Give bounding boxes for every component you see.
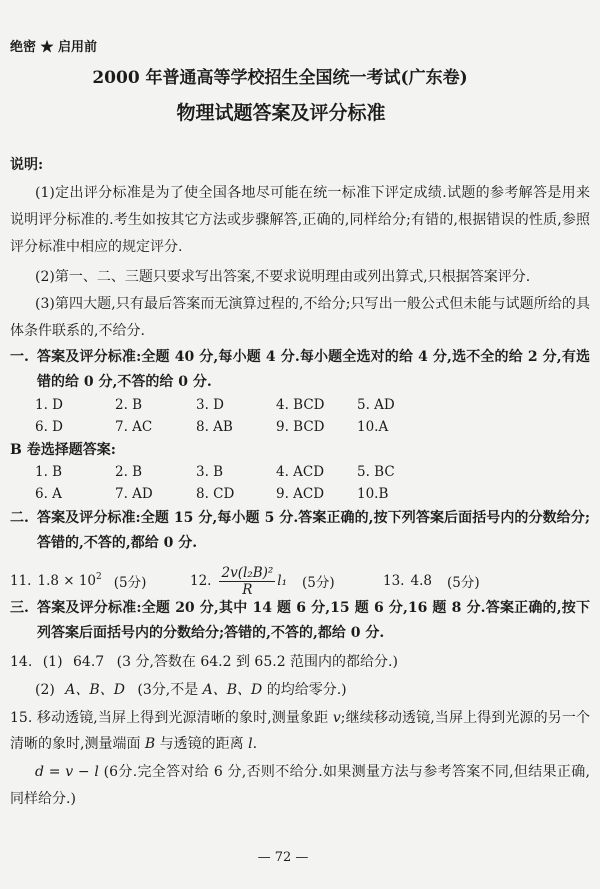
answers-a-row bbox=[0, 416, 600, 438]
formula: d = v − l bbox=[35, 764, 99, 780]
part3-heading-text: 答案及评分标准:全题 20 分,其中 14 题 6 分,15 题 6 分,16 题 8 分.答案正确的,按下列答案后面括号内的分数给分;答错的,不答的,都给 0 分. bbox=[37, 600, 590, 641]
part3-heading bbox=[10, 596, 590, 646]
note-item-3: (3)第四大题,只有最后答案而无演算过程的,不给分;只写出一般公式但未能与试题所给的具体条件联系的,不给分. bbox=[10, 296, 590, 339]
exam-title: 2000 年普通高等学校招生全国统一考试(广东卷) bbox=[92, 68, 468, 88]
classification-label: 绝密 ★ 启用前 bbox=[10, 40, 98, 55]
answer-item: 8. CD bbox=[196, 486, 235, 502]
question-15-formula bbox=[10, 759, 590, 813]
answer-exponent: 2 bbox=[96, 572, 102, 582]
sub-question-label: (1) bbox=[42, 654, 63, 670]
question-14-part2 bbox=[35, 677, 347, 703]
question-12 bbox=[190, 564, 335, 598]
sub-question-label: (2) bbox=[35, 682, 55, 698]
fraction-numerator: 2v(l₂B)² bbox=[221, 564, 274, 581]
answer-text: 与透镜的距离 bbox=[155, 736, 249, 752]
fraction-denominator: R bbox=[242, 581, 253, 598]
b-paper-heading: B 卷选择题答案: bbox=[10, 442, 116, 458]
question-number: 11. bbox=[10, 573, 32, 589]
score-note: (6分.完全答对给 6 分,否则不给分.如果测量方法与参考答案不同,但结果正确,同样给分.) bbox=[10, 764, 590, 807]
answer-item: 7. AD bbox=[115, 486, 153, 502]
answer-item: 6. A bbox=[35, 486, 62, 502]
answer-value: 4.8 bbox=[410, 573, 432, 589]
question-11 bbox=[10, 564, 146, 598]
question-number: 15. bbox=[10, 710, 37, 726]
answer-value: A、B、D bbox=[65, 682, 125, 698]
question-number: 13. bbox=[383, 573, 405, 589]
score-note-vars: A、B、D bbox=[202, 682, 263, 698]
score: (5分) bbox=[302, 575, 335, 591]
question-13 bbox=[383, 564, 480, 598]
answer-item: 9. ACD bbox=[276, 486, 325, 502]
answer-item: 4. ACD bbox=[276, 464, 325, 480]
score: (5分) bbox=[446, 575, 480, 591]
answer-value: 64.7 bbox=[73, 654, 105, 670]
answer-text: 移动透镜,当屏上得到光源清晰的象时,测量象距 bbox=[36, 710, 333, 726]
answer-item: 3. D bbox=[196, 397, 224, 413]
answer-item: 4. BCD bbox=[276, 397, 325, 413]
answers-a-row bbox=[0, 394, 600, 416]
answer-item: 6. D bbox=[35, 419, 63, 435]
score-note: (3 分,答数在 64.2 到 65.2 范围内的都给分.) bbox=[116, 654, 398, 670]
fraction bbox=[219, 565, 275, 598]
score-note-before: (3分,不是 bbox=[137, 682, 203, 698]
answer-item: 10.B bbox=[357, 486, 389, 502]
part1-heading-text: 答案及评分标准:全题 40 分,每小题 4 分.每小题全选对的给 4 分,选不全的给 2 分,有选错的给 0 分,不答的给 0 分. bbox=[37, 349, 590, 390]
answer-item: 2. B bbox=[115, 397, 143, 413]
variable-v: v bbox=[332, 710, 341, 726]
question-14-part1 bbox=[10, 649, 398, 675]
answer-item: 8. AB bbox=[196, 419, 233, 435]
question-number: 14. bbox=[10, 654, 33, 670]
answer-item: 10.A bbox=[357, 419, 389, 435]
answer-item: 5. BC bbox=[357, 464, 395, 480]
question-number: 12. bbox=[190, 573, 212, 589]
answer-text: . bbox=[252, 736, 258, 752]
fraction-factor: l₁ bbox=[277, 573, 288, 589]
part1-heading bbox=[10, 345, 590, 395]
answers-b-row bbox=[0, 461, 600, 483]
answer-item: 5. AD bbox=[357, 397, 395, 413]
answer-item: 3. B bbox=[196, 464, 224, 480]
part2-heading-text: 答案及评分标准:全题 15 分,每小题 5 分.答案正确的,按下列答案后面括号内的分数给分;答错的,不答的,都给 0 分. bbox=[37, 510, 590, 551]
answer-text: ;继续移动透镜,当屏上得到光源的另一个清晰的象时,测量端面 bbox=[10, 710, 591, 752]
document-subtitle: 物理试题答案及评分标准 bbox=[176, 102, 386, 124]
answer-item: 1. D bbox=[35, 397, 63, 413]
part2-heading bbox=[10, 506, 590, 556]
question-15-answer bbox=[10, 705, 590, 757]
page-number: — 72 — bbox=[257, 850, 309, 865]
score-note bbox=[137, 682, 346, 698]
answer-value bbox=[37, 573, 101, 589]
answer-mantissa: 1.8 × 10 bbox=[37, 573, 97, 589]
variable-l: l bbox=[248, 736, 253, 752]
variable-b: B bbox=[144, 736, 156, 752]
answer-item: 7. AC bbox=[115, 419, 153, 435]
notes-heading: 说明: bbox=[10, 157, 44, 173]
part2-number: 二. bbox=[10, 510, 29, 526]
score-note-after: 的均给零分.) bbox=[262, 682, 347, 698]
answer-item: 2. B bbox=[115, 464, 143, 480]
part1-number: 一. bbox=[10, 349, 29, 365]
answers-b-row bbox=[0, 483, 600, 505]
note-item-1: (1)定出评分标准是为了使全国各地尽可能在统一标准下评定成绩.试题的参考解答是用来说明评分标准的.考生如按其它方法或步骤解答,正确的,同样给分;有错的,根据错误的性质,参照评分标准中相应的规定评分. bbox=[10, 185, 590, 255]
note-item-2: (2)第一、二、三题只要求写出答案,不要求说明理由或列出算式,只根据答案评分. bbox=[35, 269, 531, 285]
answer-item: 1. B bbox=[35, 464, 63, 480]
part3-number: 三. bbox=[10, 600, 29, 616]
score: (5分) bbox=[113, 575, 147, 591]
answer-item: 9. BCD bbox=[276, 419, 325, 435]
